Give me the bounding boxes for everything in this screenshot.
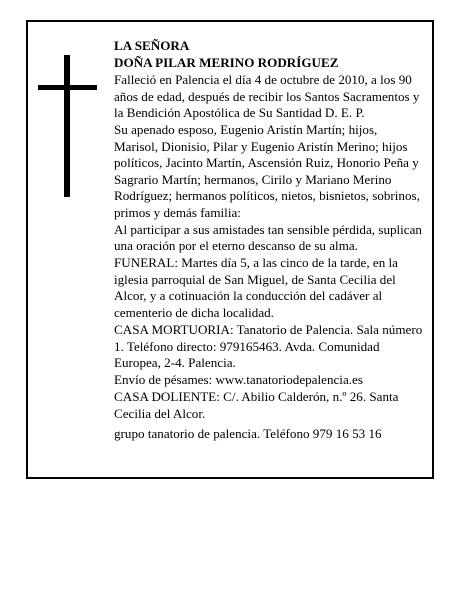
death-announcement: Falleció en Palencia el día 4 de octubre de 2010, a los 90 años de edad, después de recibir los Santos Sacramentos y la Bendición Apostólica de Su Santidad D. E. P. (114, 72, 420, 121)
condolences-link: Envío de pésames: www.tanatoriodepalencia.es (114, 372, 363, 388)
family-home-address: CASA DOLIENTE: C/. Abilio Calderón, n.º 26. Santa Cecilia del Alcor. (114, 389, 399, 421)
footer-contact: grupo tanatorio de palencia. Teléfono 979 16 53 16 (114, 426, 382, 442)
funeral-details: FUNERAL: Martes día 5, a las cinco de la tarde, en la iglesia parroquial de San Miguel, de Santa Cecilia del Alcor, y a cotinuación la conducción del cadáver al cementerio de dicha localidad. (114, 255, 398, 320)
cross-icon (64, 55, 70, 197)
obituary-text (114, 38, 424, 443)
funeral-home-details: CASA MORTUORIA: Tanatorio de Palencia. Sala número 1. Teléfono directo: 979165463. Avda. Comunidad Europea, 2-4. Palencia. (114, 322, 423, 371)
family-list: Su apenado esposo, Eugenio Aristín Martín; hijos, Marisol, Dionisio, Pilar y Eugenio Aristín Merino; hijos políticos, Jacinto Martín, Ascensión Ruiz, Honorio Peña y Sagrario Martín; hermanos, Cirilo y Mariano Merino Rodríguez; hermanos políticos, nietos, bisnietos, sobrinos, primos y demás familia: (114, 122, 420, 220)
cross-icon-arm (38, 85, 97, 90)
deceased-name: DOÑA PILAR MERINO RODRÍGUEZ (114, 55, 339, 71)
heading-title: LA SEÑORA (114, 38, 190, 53)
prayer-request: Al participar a sus amistades tan sensible pérdida, suplican una oración por el eterno descanso de su alma. (114, 221, 422, 254)
